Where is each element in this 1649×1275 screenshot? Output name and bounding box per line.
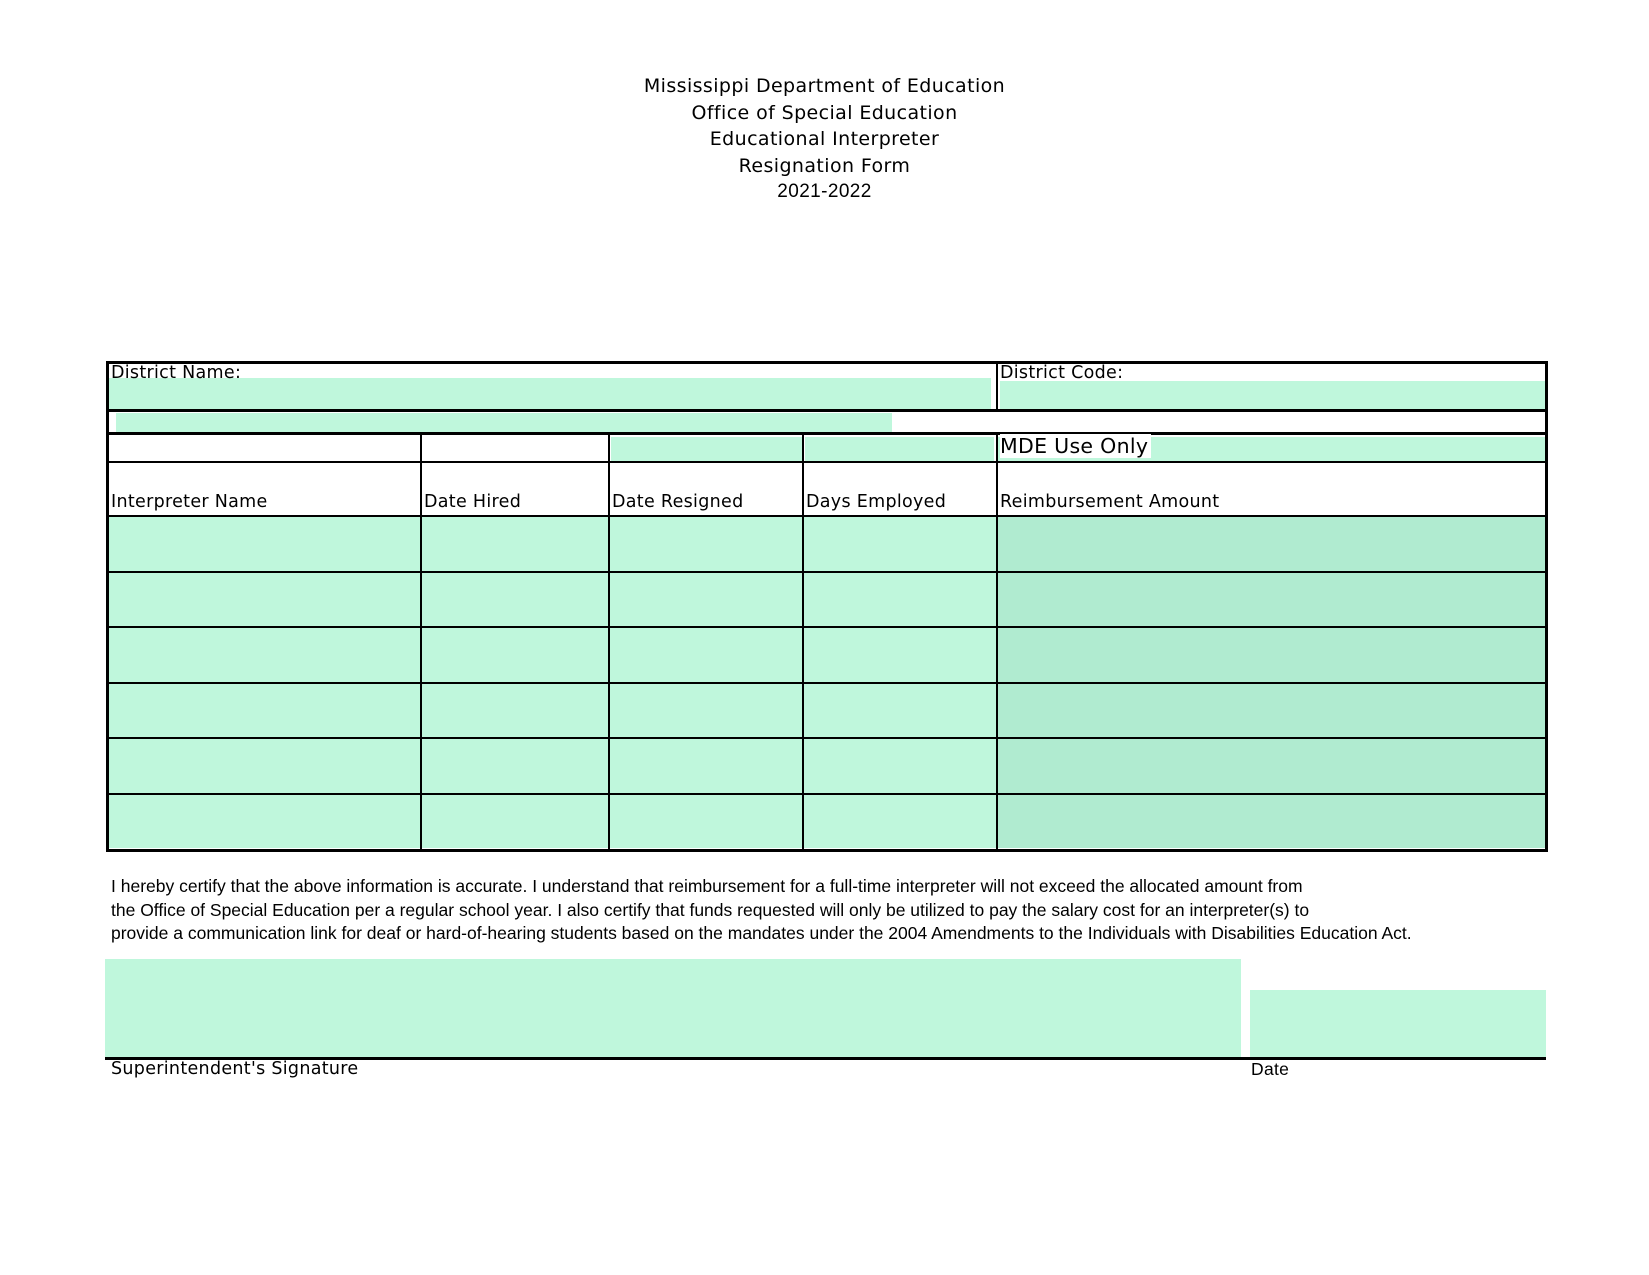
certification-line: the Office of Special Education per a regular school year. I also certify that funds requested will only be utilized to pay the salary cost for an interpreter(s) to (111, 899, 1310, 920)
column-header-date-hired: Date Hired (424, 492, 522, 512)
interpreter-name-cell[interactable] (109, 739, 420, 793)
column-header-interpreter-name: Interpreter Name (111, 492, 268, 512)
date-resigned-cell[interactable] (610, 517, 802, 571)
signature-date-field[interactable] (1250, 990, 1546, 1058)
days-employed-cell[interactable] (804, 573, 996, 627)
days-employed-cell[interactable] (804, 739, 996, 793)
mde-use-only-label: MDE Use Only (1000, 434, 1151, 458)
date-hired-cell[interactable] (422, 739, 608, 793)
reimbursement-amount-cell (998, 573, 1545, 627)
interpreter-name-cell[interactable] (109, 573, 420, 627)
days-employed-header-field[interactable] (805, 437, 994, 461)
interpreter-name-cell[interactable] (109, 795, 420, 849)
date-resigned-cell[interactable] (610, 628, 802, 682)
column-header-days-employed: Days Employed (806, 492, 947, 512)
certification-line: I hereby certify that the above information is accurate. I understand that reimbursement for a full-time interpreter will not exceed the allocated amount from (111, 876, 1303, 896)
certification-line: provide a communication link for deaf or hard-of-hearing students based on the mandates under the 2004 Amendments to the Individuals with Disabilities Education Act. (111, 923, 1412, 943)
date-resigned-cell[interactable] (610, 739, 802, 793)
district-code-field[interactable] (1000, 381, 1547, 410)
date-hired-cell[interactable] (422, 684, 608, 738)
interpreter-name-cell[interactable] (109, 684, 420, 738)
reimbursement-amount-cell (998, 628, 1545, 682)
column-header-reimbursement-amount: Reimbursement Amount (1000, 492, 1220, 512)
reimbursement-amount-cell (998, 795, 1545, 849)
days-employed-cell[interactable] (804, 795, 996, 849)
district-name-field[interactable] (109, 378, 991, 410)
date-resigned-cell[interactable] (610, 573, 802, 627)
header-line-program: Educational Interpreter (709, 128, 940, 150)
date-hired-cell[interactable] (422, 517, 608, 571)
column-header-date-resigned: Date Resigned (612, 492, 744, 512)
header-line-office: Office of Special Education (691, 101, 958, 124)
date-hired-cell[interactable] (422, 628, 608, 682)
date-resigned-cell[interactable] (610, 684, 802, 738)
signature-date-label: Date (1251, 1059, 1290, 1079)
reimbursement-amount-cell (998, 739, 1545, 793)
days-employed-cell[interactable] (804, 684, 996, 738)
certification-statement (111, 875, 1551, 946)
interpreter-name-cell[interactable] (109, 628, 420, 682)
days-employed-cell[interactable] (804, 628, 996, 682)
date-resigned-header-field[interactable] (611, 437, 802, 461)
days-employed-cell[interactable] (804, 517, 996, 571)
superintendent-signature-label: Superintendent's Signature (111, 1059, 359, 1079)
reimbursement-amount-cell (998, 517, 1545, 571)
date-resigned-cell[interactable] (610, 795, 802, 849)
date-hired-cell[interactable] (422, 795, 608, 849)
district-extra-field[interactable] (116, 413, 892, 433)
date-hired-cell[interactable] (422, 573, 608, 627)
district-name-label: District Name: (111, 363, 242, 383)
superintendent-signature-field[interactable] (105, 959, 1241, 1058)
header-line-form-title: Resignation Form (738, 154, 911, 177)
header-line-department: Mississippi Department of Education (643, 75, 1006, 97)
reimbursement-amount-cell (998, 684, 1545, 738)
interpreter-name-cell[interactable] (109, 517, 420, 571)
header-line-year: 2021-2022 (777, 181, 872, 202)
form-header (0, 73, 1649, 206)
district-code-label: District Code: (1000, 363, 1124, 383)
